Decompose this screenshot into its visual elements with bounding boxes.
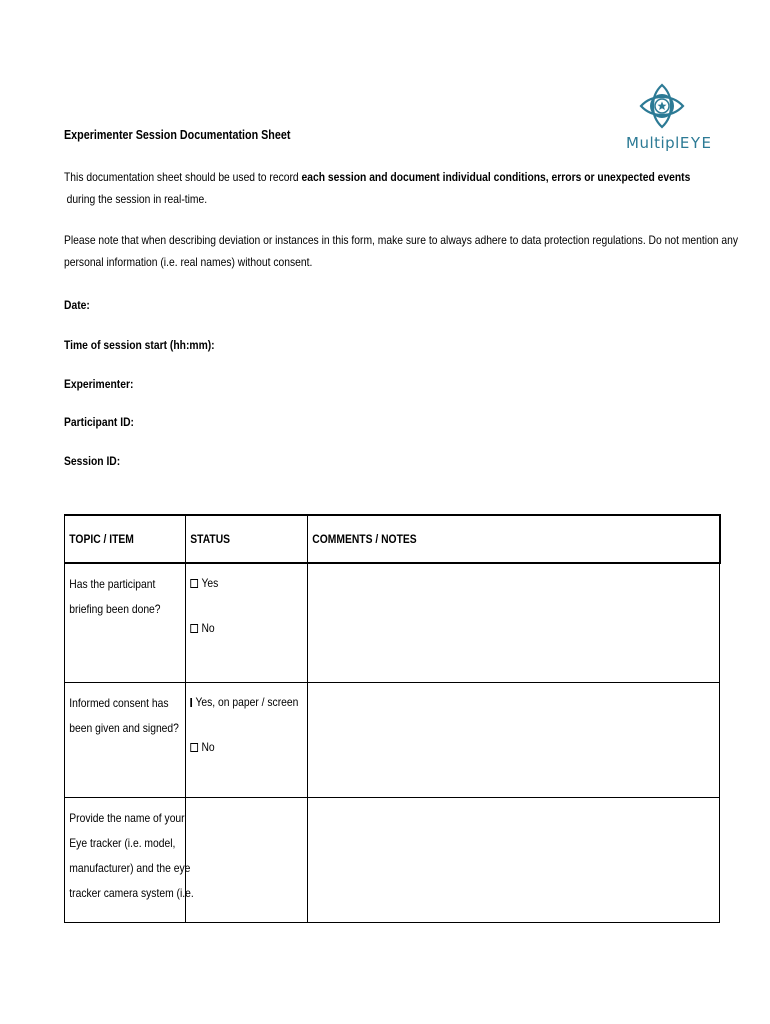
logo-wordmark: MultiplEYE	[626, 134, 713, 152]
table-row	[65, 798, 720, 923]
comments-cell[interactable]	[308, 563, 720, 683]
session-start-field: Time of session start (hh:mm):	[64, 338, 215, 352]
header-topic: TOPIC / ITEM	[69, 532, 134, 546]
header-comments: COMMENTS / NOTES	[312, 532, 417, 546]
table-row	[65, 683, 720, 798]
checkbox-option[interactable]: Yes, on paper / screen	[190, 691, 290, 713]
checkbox[interactable]	[190, 743, 198, 752]
date-field: Date:	[64, 298, 90, 312]
comments-cell[interactable]	[308, 798, 720, 923]
table-header-row	[65, 515, 720, 563]
status-cell	[186, 683, 299, 758]
checkbox[interactable]	[190, 624, 198, 633]
comments-cell[interactable]	[308, 683, 720, 798]
checkbox-option[interactable]: Yes	[190, 572, 290, 594]
checkbox-option[interactable]: No	[190, 617, 290, 639]
documentation-table	[64, 514, 721, 923]
status-cell[interactable]	[186, 798, 308, 923]
eye-logo-icon	[638, 82, 686, 130]
topic-cell: Has the participant briefing been done?	[69, 577, 161, 616]
topic-cell: Informed consent has been given and signed?	[69, 696, 179, 735]
page-title: Experimenter Session Documentation Sheet	[64, 128, 291, 142]
privacy-note: Please note that when describing deviation or instances in this form, make sure to always adhere to data protection regulations. Do not mention any personal information (i.e. real names) without consent.	[64, 233, 739, 269]
experimenter-field: Experimenter:	[64, 377, 134, 391]
participant-id-field: Participant ID:	[64, 415, 134, 429]
intro-paragraph: This documentation sheet should be used to record each session and document individual conditions, errors or unexpected events during the session in real-time.	[64, 170, 691, 206]
checkbox-option[interactable]: No	[190, 736, 290, 758]
table-row	[65, 563, 720, 683]
checkbox[interactable]	[190, 698, 192, 707]
checkbox[interactable]	[190, 579, 198, 588]
status-cell	[186, 564, 290, 639]
multipleye-logo	[626, 82, 713, 152]
header-status: STATUS	[190, 532, 231, 546]
session-id-field: Session ID:	[64, 454, 121, 468]
topic-cell: Provide the name of your Eye tracker (i.e. model, manufacturer) and the eye tracker camera system (i.e.	[69, 811, 194, 900]
